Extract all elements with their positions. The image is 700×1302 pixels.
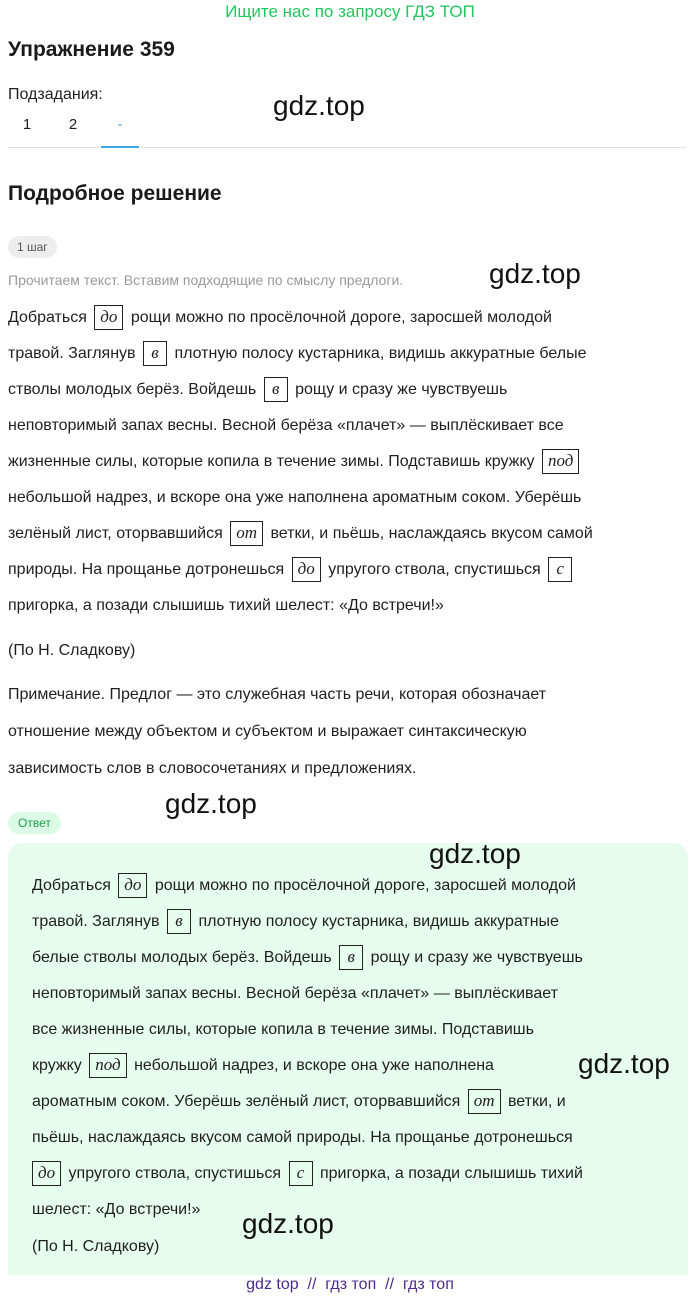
text-line: все жизненные силы, которые копила в течение зимы. Подставишь [32, 1021, 534, 1038]
preposition-box: в [143, 341, 167, 366]
watermark: gdz.top [242, 1208, 334, 1239]
preposition-box: под [542, 449, 579, 474]
answer-text [32, 868, 672, 1228]
solution-text [8, 300, 692, 624]
text-line: жизненные силы, которые копила в течение зимы. Подставишь кружку под [8, 444, 692, 480]
text-line: пьёшь, наслаждаясь вкусом самой природы. На прощанье дотронешься [32, 1129, 573, 1146]
solution-hint: Прочитаем текст. Вставим подходящие по смыслу предлоги. [8, 272, 404, 288]
text-line: неповторимый запах весны. Весной берёза «плачет» — выплёскивает все [8, 417, 564, 434]
preposition-box: в [339, 945, 363, 970]
subtask-tab-2[interactable]: 2 [68, 116, 78, 133]
footer-links[interactable]: gdz top // гдз топ // гдз топ [246, 1276, 454, 1293]
preposition-box: под [89, 1053, 126, 1078]
watermark: gdz.top [429, 838, 521, 869]
answer-badge: Ответ [8, 812, 61, 834]
preposition-box: от [230, 521, 263, 546]
text-line: Добраться до рощи можно по просёлочной дороге, заросшей молодой [32, 868, 672, 904]
text-line: неповторимый запах весны. Весной берёза «плачет» — выплёскивает [32, 985, 558, 1002]
text-line: Добраться до рощи можно по просёлочной дороге, заросшей молодой [8, 300, 692, 336]
text-line: белые стволы молодых берёз. Войдешь в рощу и сразу же чувствуешь [32, 940, 672, 976]
note-line: зависимость слов в словосочетаниях и предложениях. [8, 760, 417, 777]
subtasks-label: Подзадания: [8, 86, 103, 103]
text-line: до упругого ствола, спустишься с пригорка, а позади слышишь тихий [32, 1156, 672, 1192]
text-line: травой. Заглянув в плотную полосу кустарника, видишь аккуратные белые [8, 336, 692, 372]
solution-note [8, 676, 692, 787]
top-banner: Ищите нас по запросу ГДЗ ТОП [225, 2, 475, 21]
preposition-box: с [289, 1161, 313, 1186]
text-line: кружку под небольшой надрез, и вскоре она уже наполнена [32, 1048, 672, 1084]
text-line: зелёный лист, оторвавшийся от ветки, и пьёшь, наслаждаясь вкусом самой [8, 516, 692, 552]
note-line: отношение между объектом и субъектом и выражает синтаксическую [8, 723, 527, 740]
preposition-box: до [94, 305, 123, 330]
subtask-tab-active[interactable]: - [101, 116, 139, 148]
text-line: ароматным соком. Уберёшь зелёный лист, оторвавшийся от ветки, и [32, 1084, 672, 1120]
answer-author: (По Н. Сладкову) [32, 1238, 160, 1255]
preposition-box: от [468, 1089, 501, 1114]
text-line: стволы молодых берёз. Войдешь в рощу и сразу же чувствуешь [8, 372, 692, 408]
watermark: gdz.top [273, 90, 365, 121]
step-badge: 1 шаг [8, 236, 57, 258]
watermark: gdz.top [578, 1048, 670, 1079]
watermark: gdz.top [165, 788, 257, 819]
text-line: небольшой надрез, и вскоре она уже наполнена ароматным соком. Уберёшь [8, 489, 582, 506]
preposition-box: в [167, 909, 191, 934]
text-line: природы. На прощанье дотронешься до упругого ствола, спустишься с [8, 552, 692, 588]
solution-heading: Подробное решение [8, 182, 222, 205]
preposition-box: в [264, 377, 288, 402]
subtask-tab-1[interactable]: 1 [22, 116, 32, 133]
text-line: травой. Заглянув в плотную полосу кустарника, видишь аккуратные [32, 904, 672, 940]
solution-author: (По Н. Сладкову) [8, 642, 136, 659]
preposition-box: до [118, 873, 147, 898]
preposition-box: до [32, 1161, 61, 1186]
note-line: Примечание. Предлог — это служебная часть речи, которая обозначает [8, 686, 547, 703]
page-title: Упражнение 359 [8, 38, 175, 61]
preposition-box: до [292, 557, 321, 582]
watermark: gdz.top [489, 258, 581, 289]
text-line: пригорка, а позади слышишь тихий шелест: «До встречи!» [8, 597, 444, 614]
preposition-box: с [548, 557, 572, 582]
text-line: шелест: «До встречи!» [32, 1201, 201, 1218]
